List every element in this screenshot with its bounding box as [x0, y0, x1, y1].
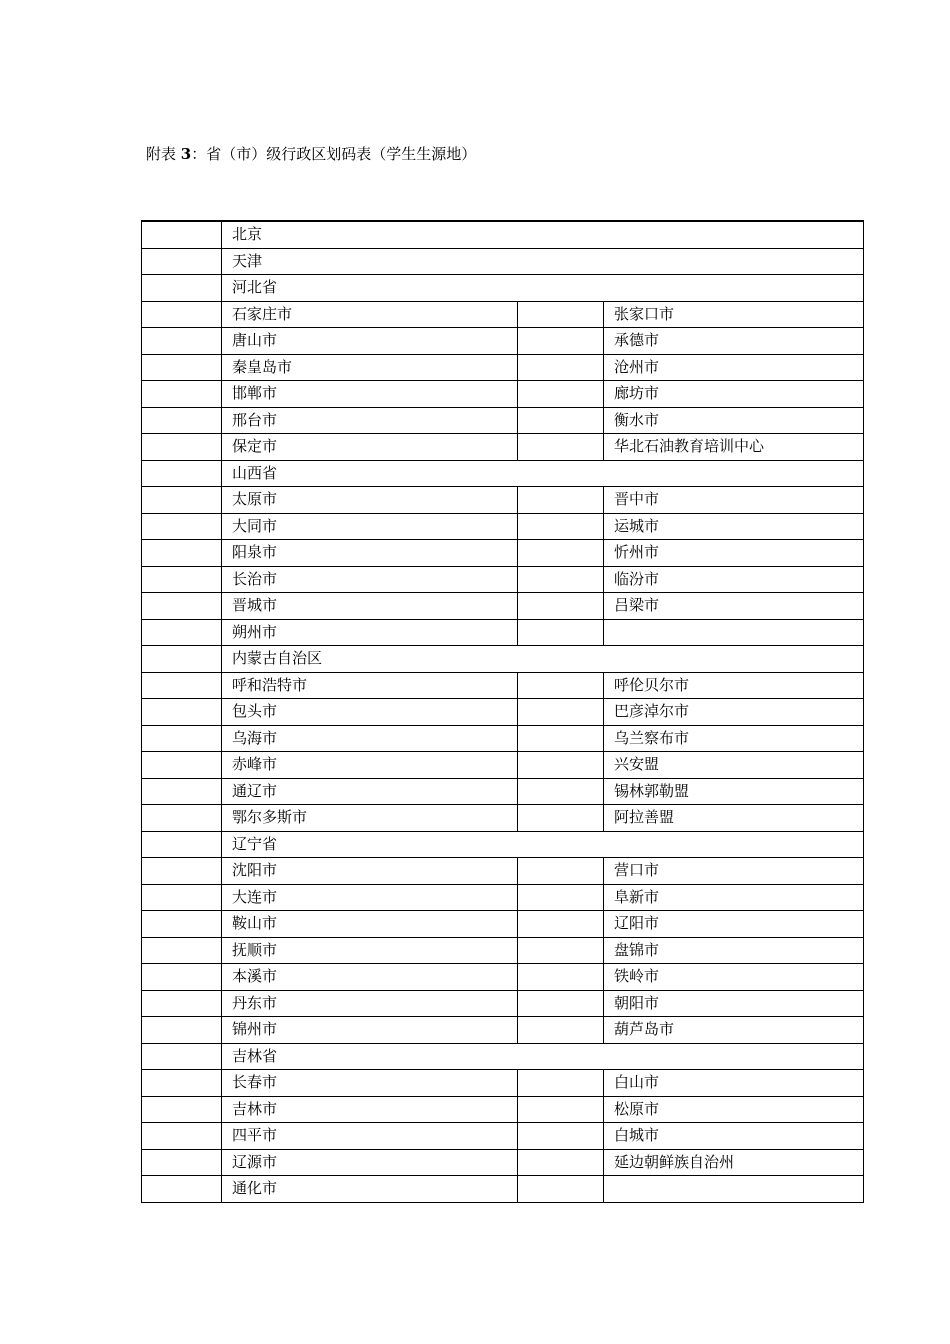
city-row — [142, 487, 864, 514]
city-code-cell — [518, 752, 604, 779]
city-name-cell-left: 通化市 — [222, 1176, 518, 1203]
title-prefix: 附表 — [146, 145, 177, 163]
city-code-cell — [518, 990, 604, 1017]
row-code-cell — [142, 911, 222, 938]
province-code-cell — [142, 831, 222, 858]
city-name-cell-right: 临汾市 — [604, 566, 864, 593]
city-code-cell — [518, 858, 604, 885]
city-name-cell-left: 锦州市 — [222, 1017, 518, 1044]
row-code-cell — [142, 778, 222, 805]
city-name-cell-right: 白山市 — [604, 1070, 864, 1097]
province-code-cell — [142, 275, 222, 302]
city-row — [142, 1149, 864, 1176]
province-code-cell — [142, 646, 222, 673]
province-name-cell: 内蒙古自治区 — [222, 646, 864, 673]
city-row — [142, 778, 864, 805]
city-row — [142, 1096, 864, 1123]
city-name-cell-right: 兴安盟 — [604, 752, 864, 779]
city-name-cell-right: 廊坊市 — [604, 381, 864, 408]
province-name-cell: 吉林省 — [222, 1043, 864, 1070]
city-code-cell — [518, 381, 604, 408]
province-row — [142, 460, 864, 487]
province-name-cell: 辽宁省 — [222, 831, 864, 858]
city-row — [142, 540, 864, 567]
city-name-cell-right: 忻州市 — [604, 540, 864, 567]
city-name-cell-right: 阜新市 — [604, 884, 864, 911]
row-code-cell — [142, 1070, 222, 1097]
row-code-cell — [142, 381, 222, 408]
city-name-cell-right — [604, 619, 864, 646]
city-name-cell-right: 锡林郭勒盟 — [604, 778, 864, 805]
city-row — [142, 937, 864, 964]
province-code-cell — [142, 221, 222, 248]
city-name-cell-right: 衡水市 — [604, 407, 864, 434]
province-row — [142, 248, 864, 275]
city-code-cell — [518, 1149, 604, 1176]
city-name-cell-right: 葫芦岛市 — [604, 1017, 864, 1044]
city-name-cell-left: 大同市 — [222, 513, 518, 540]
city-name-cell-left: 邯郸市 — [222, 381, 518, 408]
city-name-cell-left: 沈阳市 — [222, 858, 518, 885]
row-code-cell — [142, 487, 222, 514]
row-code-cell — [142, 858, 222, 885]
province-name-cell: 河北省 — [222, 275, 864, 302]
title-suffix: ：省（市）级行政区划码表（学生生源地） — [191, 145, 477, 163]
city-name-cell-left: 抚顺市 — [222, 937, 518, 964]
city-name-cell-right: 华北石油教育培训中心 — [604, 434, 864, 461]
city-name-cell-left: 四平市 — [222, 1123, 518, 1150]
province-row — [142, 831, 864, 858]
province-row — [142, 275, 864, 302]
province-code-cell — [142, 248, 222, 275]
row-code-cell — [142, 593, 222, 620]
page-title — [146, 144, 476, 164]
row-code-cell — [142, 540, 222, 567]
city-name-cell-left: 通辽市 — [222, 778, 518, 805]
city-row — [142, 911, 864, 938]
province-row — [142, 646, 864, 673]
row-code-cell — [142, 937, 222, 964]
province-name-cell: 山西省 — [222, 460, 864, 487]
row-code-cell — [142, 1123, 222, 1150]
row-code-cell — [142, 407, 222, 434]
city-code-cell — [518, 593, 604, 620]
city-code-cell — [518, 937, 604, 964]
city-code-cell — [518, 699, 604, 726]
city-code-cell — [518, 540, 604, 567]
row-code-cell — [142, 1176, 222, 1203]
row-code-cell — [142, 699, 222, 726]
city-row — [142, 619, 864, 646]
city-name-cell-left: 唐山市 — [222, 328, 518, 355]
city-name-cell-left: 太原市 — [222, 487, 518, 514]
city-name-cell-left: 丹东市 — [222, 990, 518, 1017]
row-code-cell — [142, 990, 222, 1017]
city-row — [142, 434, 864, 461]
city-row — [142, 381, 864, 408]
city-row — [142, 1017, 864, 1044]
city-code-cell — [518, 301, 604, 328]
row-code-cell — [142, 805, 222, 832]
row-code-cell — [142, 725, 222, 752]
row-code-cell — [142, 434, 222, 461]
city-code-cell — [518, 487, 604, 514]
city-name-cell-right — [604, 1176, 864, 1203]
city-code-cell — [518, 1017, 604, 1044]
row-code-cell — [142, 328, 222, 355]
city-row — [142, 752, 864, 779]
province-row — [142, 1043, 864, 1070]
city-code-cell — [518, 725, 604, 752]
city-name-cell-left: 辽源市 — [222, 1149, 518, 1176]
row-code-cell — [142, 672, 222, 699]
city-code-cell — [518, 1176, 604, 1203]
city-name-cell-right: 巴彦淖尔市 — [604, 699, 864, 726]
city-row — [142, 566, 864, 593]
city-row — [142, 1176, 864, 1203]
city-code-cell — [518, 1123, 604, 1150]
city-name-cell-left: 乌海市 — [222, 725, 518, 752]
province-name-cell: 北京 — [222, 221, 864, 248]
city-row — [142, 884, 864, 911]
city-name-cell-right: 张家口市 — [604, 301, 864, 328]
city-row — [142, 990, 864, 1017]
city-name-cell-left: 石家庄市 — [222, 301, 518, 328]
city-row — [142, 672, 864, 699]
city-name-cell-right: 乌兰察布市 — [604, 725, 864, 752]
row-code-cell — [142, 964, 222, 991]
city-row — [142, 1123, 864, 1150]
city-row — [142, 593, 864, 620]
province-code-cell — [142, 460, 222, 487]
city-name-cell-left: 赤峰市 — [222, 752, 518, 779]
city-code-cell — [518, 805, 604, 832]
city-row — [142, 354, 864, 381]
row-code-cell — [142, 619, 222, 646]
title-number: 3 — [180, 145, 192, 163]
city-name-cell-left: 长春市 — [222, 1070, 518, 1097]
province-name-cell: 天津 — [222, 248, 864, 275]
city-name-cell-left: 吉林市 — [222, 1096, 518, 1123]
city-name-cell-right: 盘锦市 — [604, 937, 864, 964]
city-name-cell-left: 秦皇岛市 — [222, 354, 518, 381]
row-code-cell — [142, 752, 222, 779]
city-name-cell-right: 承德市 — [604, 328, 864, 355]
city-name-cell-right: 铁岭市 — [604, 964, 864, 991]
city-code-cell — [518, 566, 604, 593]
city-name-cell-right: 运城市 — [604, 513, 864, 540]
city-name-cell-right: 晋中市 — [604, 487, 864, 514]
city-row — [142, 407, 864, 434]
city-name-cell-right: 呼伦贝尔市 — [604, 672, 864, 699]
city-name-cell-left: 包头市 — [222, 699, 518, 726]
city-code-cell — [518, 884, 604, 911]
city-name-cell-right: 阿拉善盟 — [604, 805, 864, 832]
city-name-cell-right: 营口市 — [604, 858, 864, 885]
city-row — [142, 858, 864, 885]
row-code-cell — [142, 354, 222, 381]
city-name-cell-left: 保定市 — [222, 434, 518, 461]
city-code-cell — [518, 1096, 604, 1123]
city-name-cell-left: 大连市 — [222, 884, 518, 911]
city-code-cell — [518, 911, 604, 938]
row-code-cell — [142, 1096, 222, 1123]
city-code-cell — [518, 1070, 604, 1097]
region-code-table — [141, 220, 864, 1203]
city-code-cell — [518, 778, 604, 805]
region-code-table-body — [142, 221, 864, 1202]
city-name-cell-right: 朝阳市 — [604, 990, 864, 1017]
city-code-cell — [518, 513, 604, 540]
row-code-cell — [142, 884, 222, 911]
city-row — [142, 699, 864, 726]
city-code-cell — [518, 354, 604, 381]
city-name-cell-left: 鞍山市 — [222, 911, 518, 938]
row-code-cell — [142, 1149, 222, 1176]
city-row — [142, 805, 864, 832]
row-code-cell — [142, 301, 222, 328]
city-row — [142, 513, 864, 540]
city-name-cell-right: 白城市 — [604, 1123, 864, 1150]
city-name-cell-right: 吕梁市 — [604, 593, 864, 620]
province-code-cell — [142, 1043, 222, 1070]
row-code-cell — [142, 566, 222, 593]
city-row — [142, 301, 864, 328]
city-code-cell — [518, 407, 604, 434]
city-name-cell-left: 晋城市 — [222, 593, 518, 620]
city-code-cell — [518, 672, 604, 699]
city-name-cell-left: 长治市 — [222, 566, 518, 593]
city-name-cell-left: 朔州市 — [222, 619, 518, 646]
city-name-cell-left: 呼和浩特市 — [222, 672, 518, 699]
city-code-cell — [518, 964, 604, 991]
city-code-cell — [518, 619, 604, 646]
city-name-cell-right: 辽阳市 — [604, 911, 864, 938]
city-name-cell-right: 沧州市 — [604, 354, 864, 381]
city-name-cell-right: 松原市 — [604, 1096, 864, 1123]
city-code-cell — [518, 328, 604, 355]
city-row — [142, 328, 864, 355]
province-row — [142, 221, 864, 248]
row-code-cell — [142, 1017, 222, 1044]
city-name-cell-left: 本溪市 — [222, 964, 518, 991]
city-row — [142, 964, 864, 991]
row-code-cell — [142, 513, 222, 540]
city-name-cell-left: 邢台市 — [222, 407, 518, 434]
city-name-cell-left: 鄂尔多斯市 — [222, 805, 518, 832]
city-name-cell-left: 阳泉市 — [222, 540, 518, 567]
city-row — [142, 725, 864, 752]
city-code-cell — [518, 434, 604, 461]
city-name-cell-right: 延边朝鲜族自治州 — [604, 1149, 864, 1176]
city-row — [142, 1070, 864, 1097]
